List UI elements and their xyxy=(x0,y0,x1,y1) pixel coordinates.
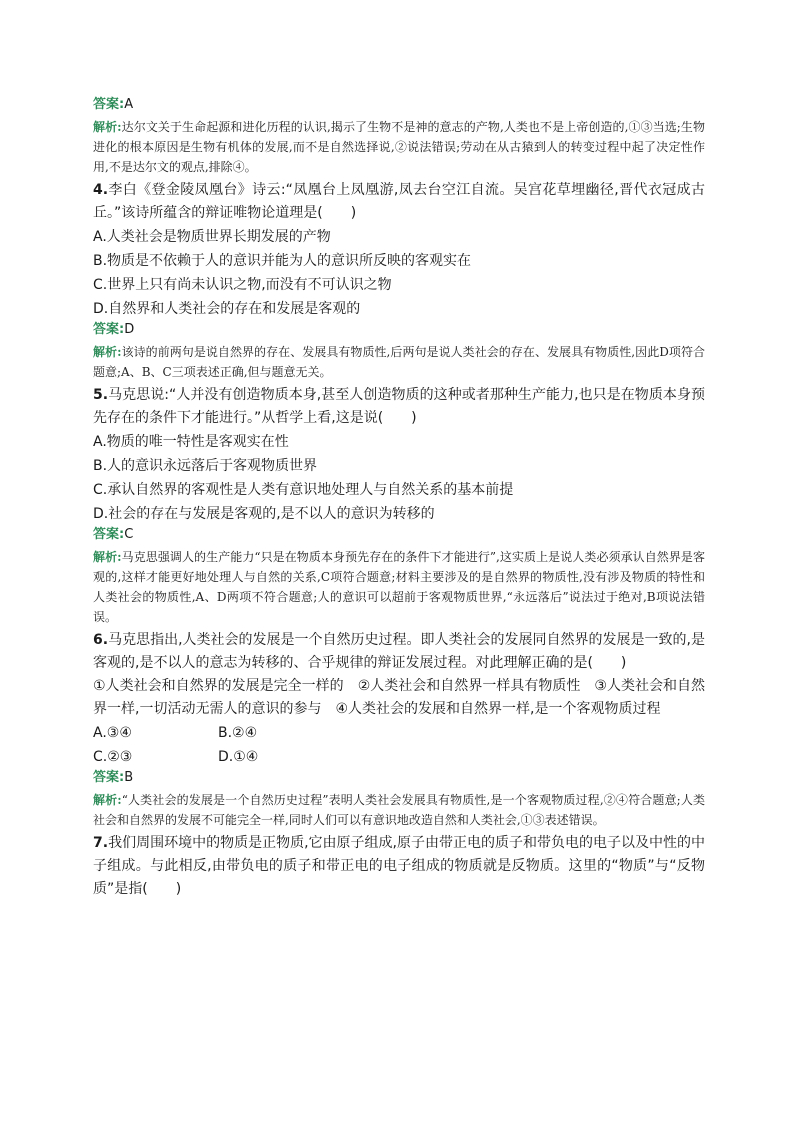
question-number: 7. xyxy=(93,835,109,851)
question-number: 5. xyxy=(93,387,109,403)
question-6-statements: ①人类社会和自然界的发展是完全一样的 ②人类社会和自然界一样具有物质性 ③人类社会和自然界一样,一切活动无需人的意识的参与 ④人类社会的发展和自然界一样,是一个客观物质过程 xyxy=(93,678,705,717)
choice-row xyxy=(93,721,705,745)
question-text: 李白《登金陵凤凰台》诗云:“凤凰台上凤凰游,凤去台空江自流。吴宫花草埋幽径,晋代衣冠成古丘。”该诗所蕴含的辩证唯物论道理是( ) xyxy=(93,182,705,221)
analysis-paragraph xyxy=(93,342,705,382)
analysis-label: 解析: xyxy=(93,550,122,564)
question-7-stem xyxy=(93,832,705,901)
analysis-text: 达尔文关于生命起源和进化历程的认识,揭示了生物不是神的意志的产物,人类也不是上帝创造的,①③当选;生物进化的根本原因是生物有机体的发展,而不是自然选择说,②说法错误;劳动在从古猿到人的转变过程中起了决定性作用,不是达尔文的观点,排除④。 xyxy=(93,120,705,174)
analysis-label: 解析: xyxy=(93,120,122,134)
analysis-text: 该诗的前两句是说自然界的存在、发展具有物质性,后两句是说人类社会的存在、发展具有物质性,因此D项符合题意;A、B、C三项表述正确,但与题意无关。 xyxy=(93,345,705,379)
option-d: D.自然界和人类社会的存在和发展是客观的 xyxy=(93,301,361,317)
question-text: 马克思说:“人并没有创造物质本身,甚至人创造物质的这种或者那种生产能力,也只是在物质本身预先存在的条件下才能进行。”从哲学上看,这是说( ) xyxy=(93,387,705,426)
answer-label: 答案: xyxy=(93,322,125,337)
option-d: D.社会的存在与发展是客观的,是不以人的意识为转移的 xyxy=(93,506,435,522)
option-a: A.③④ xyxy=(93,725,132,741)
question-text: 我们周围环境中的物质是正物质,它由原子组成,原子由带正电的质子和带负电的电子以及中性的中子组成。与此相反,由带负电的质子和带正电的电子组成的物质就是反物质。这里的“物质”与“反物质”是指( ) xyxy=(93,835,705,897)
answer-line xyxy=(93,96,705,114)
answer-label: 答案: xyxy=(93,770,125,785)
option-c: C.②③ xyxy=(93,749,133,765)
option-a: A.物质的唯一特性是客观实在性 xyxy=(93,434,289,450)
answer-line xyxy=(93,769,705,787)
analysis-text: 马克思强调人的生产能力“只是在物质本身预先存在的条件下才能进行”,这实质上是说人类必须承认自然界是客观的,这样才能更好地处理人与自然的关系,C项符合题意;材料主要涉及的是自然界的物质性,没有涉及物质的特性和人类社会的物质性,A、D两项不符合题意;人的意识可以超前于客观物质世界,“永远落后”说法过于绝对,B项说法错误。 xyxy=(93,550,705,624)
answer-value: B xyxy=(124,770,134,785)
answer-label: 答案: xyxy=(93,527,125,542)
question-number: 6. xyxy=(93,632,109,648)
question-text: 马克思指出,人类社会的发展是一个自然历史过程。即人类社会的发展同自然界的发展是一致的,是客观的,是不以人的意志为转移的、合乎规律的辩证发展过程。对此理解正确的是( ) xyxy=(93,632,705,671)
option-b: B.人的意识永远落后于客观物质世界 xyxy=(93,458,318,474)
question-number: 4. xyxy=(93,182,109,198)
question-5-stem xyxy=(93,384,705,430)
question-4-stem xyxy=(93,179,705,225)
option-d: D.①④ xyxy=(218,749,259,765)
option-c: C.世界上只有尚未认识之物,而没有不可认识之物 xyxy=(93,277,392,293)
analysis-paragraph xyxy=(93,790,705,830)
answer-line xyxy=(93,526,705,544)
analysis-paragraph xyxy=(93,117,705,177)
answer-label: 答案: xyxy=(93,97,125,112)
answer-value: D xyxy=(124,322,135,337)
answer-line xyxy=(93,321,705,339)
analysis-label: 解析: xyxy=(93,345,122,359)
choice-row xyxy=(93,745,705,769)
question-6-stem xyxy=(93,629,705,675)
option-a: A.人类社会是物质世界长期发展的产物 xyxy=(93,229,331,245)
option-b: B.物质是不依赖于人的意识并能为人的意识所反映的客观实在 xyxy=(93,253,472,269)
analysis-paragraph xyxy=(93,547,705,627)
answer-value: A xyxy=(124,97,134,112)
document-page xyxy=(93,96,705,901)
answer-value: C xyxy=(124,527,134,542)
option-c: C.承认自然界的客观性是人类有意识地处理人与自然关系的基本前提 xyxy=(93,482,514,498)
analysis-label: 解析: xyxy=(93,793,122,807)
option-b: B.②④ xyxy=(218,725,258,741)
analysis-text: “人类社会的发展是一个自然历史过程”表明人类社会发展具有物质性,是一个客观物质过程,②④符合题意;人类社会和自然界的发展不可能完全一样,同时人们可以有意识地改造自然和人类社会,①③表述错误。 xyxy=(93,793,705,827)
